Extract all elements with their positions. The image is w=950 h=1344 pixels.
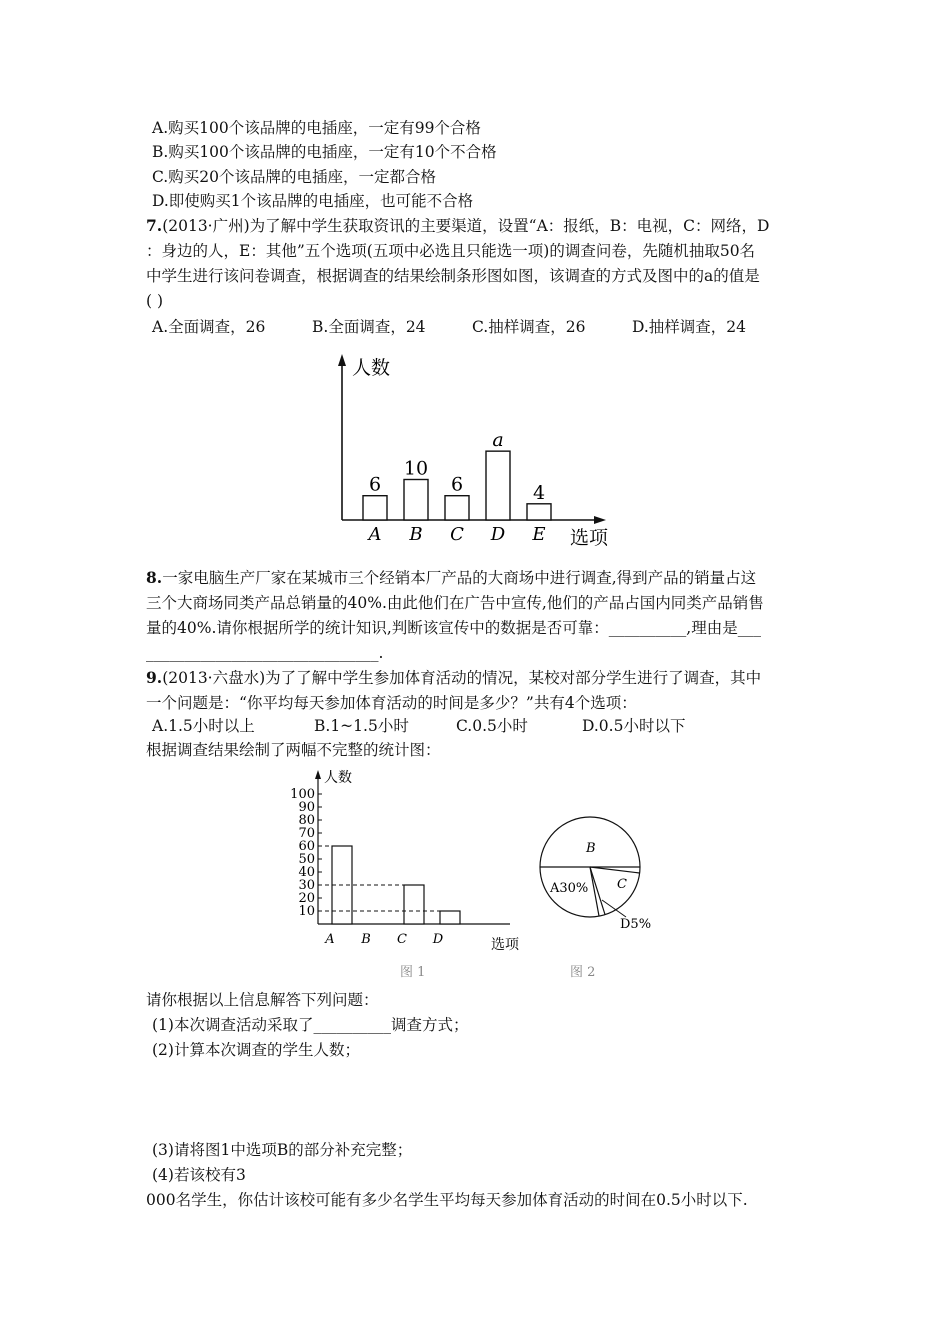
q7-number: 7.	[146, 216, 163, 235]
x-tick-label-c: C	[450, 524, 464, 545]
bar-a	[363, 496, 387, 520]
q9-sub-4: (4)若该校有3	[152, 1166, 246, 1184]
q9-sub-1: (1)本次调查活动采取了__________调查方式；	[152, 1016, 469, 1034]
q8-line-1: 8.一家电脑生产厂家在某城市三个经销本厂产品的大商场中进行调查,得到产品的销量占这	[146, 568, 757, 587]
y-tick-label-100: 100	[290, 787, 315, 802]
q6-option-c: C.购买20个该品牌的电插座，一定都合格	[152, 168, 436, 186]
q8-line-3: 量的40%.请你根据所学的统计知识,判断该宣传中的数据是否可靠：__________,理由是___	[146, 619, 761, 637]
y-tick-label-10: 10	[298, 904, 315, 919]
y-tick-label-70: 70	[298, 826, 315, 841]
q7-option-d: D.抽样调查，24	[632, 318, 747, 336]
q7-bar-chart	[330, 350, 620, 555]
x-axis-label: 选项	[491, 937, 519, 953]
q7-line-1: 7.(2013·广州)为了解中学生获取资讯的主要渠道，设置“A：报纸，B：电视，C：网络，D	[146, 216, 770, 235]
q9-after-text: 根据调查结果绘制了两幅不完整的统计图：	[146, 741, 441, 759]
q7-option-c: C.抽样调查，26	[472, 318, 586, 336]
figure2-pie-chart	[530, 810, 670, 990]
y-axis-arrow	[338, 354, 346, 366]
figure1-bar-chart	[280, 762, 540, 987]
x-axis-label: 选项	[570, 527, 609, 549]
x-tick-label-d: D	[432, 932, 444, 947]
bar-value-label-a: 6	[368, 473, 382, 496]
bar-e	[527, 504, 551, 520]
bar-d	[440, 911, 460, 924]
figure1-caption: 图 1	[400, 965, 426, 980]
y-tick-label-90: 90	[298, 800, 315, 815]
q9-line-2: 一个问题是：“你平均每天参加体育活动的时间是多少？”共有4个选项：	[146, 694, 637, 712]
pie-label-b: B	[586, 841, 596, 856]
q7-line-2: ：身边的人，E：其他”五个选项(五项中必选且只能选一项)的调查问卷，先随机抽取50名	[146, 242, 756, 260]
y-tick-label-30: 30	[298, 878, 315, 893]
y-axis-label: 人数	[324, 770, 352, 786]
bar-value-label-d: a	[492, 429, 504, 452]
x-axis-arrow	[594, 516, 606, 524]
q9-number: 9.	[146, 668, 163, 687]
bar-value-label-b: 10	[403, 457, 429, 480]
y-tick-label-50: 50	[298, 852, 315, 867]
q9-line-1: 9.(2013·六盘水)为了了解中学生参加体育活动的情况，某校对部分学生进行了调查，其中	[146, 668, 762, 687]
x-tick-label-a: A	[368, 524, 382, 545]
bar-c	[404, 885, 424, 924]
pie-label-c: C	[617, 877, 627, 892]
q6-option-b: B.购买100个该品牌的电插座，一定有10个不合格	[152, 143, 497, 161]
y-axis-arrow	[315, 770, 321, 779]
q9-prompt: 请你根据以上信息解答下列问题：	[146, 991, 379, 1009]
bar-value-label-c: 6	[450, 473, 464, 496]
q7-option-a: A.全面调查，26	[152, 318, 266, 336]
q7-line-4: ( )	[146, 292, 164, 310]
bar-c	[445, 496, 469, 520]
x-tick-label-b: B	[409, 524, 423, 545]
x-tick-label-e: E	[532, 524, 546, 545]
x-tick-label-a: A	[325, 932, 335, 947]
x-tick-label-b: B	[361, 932, 371, 947]
q7-option-b: B.全面调查，24	[312, 318, 426, 336]
figure2-caption: 图 2	[570, 965, 596, 980]
pie-label-a: A30%	[550, 881, 589, 896]
q9-option-b: B.1~1.5小时	[314, 717, 409, 735]
x-tick-label-c: C	[397, 932, 407, 947]
y-tick-label-60: 60	[298, 839, 315, 854]
q6-option-a: A.购买100个该品牌的电插座，一定有99个合格	[152, 119, 481, 137]
q8-line-2: 三个大商场同类产品总销量的40%.由此他们在广告中宣传,他们的产品占国内同类产品销售	[146, 594, 764, 612]
pie-label-d: D5%	[620, 917, 652, 932]
y-tick-label-40: 40	[298, 865, 315, 880]
y-axis-label: 人数	[352, 357, 391, 379]
q9-sub-3: (3)请将图1中选项B的部分补充完整；	[152, 1141, 413, 1159]
q6-option-d: D.即使购买1个该品牌的电插座，也可能不合格	[152, 192, 474, 210]
bar-d	[486, 451, 510, 520]
y-tick-label-20: 20	[298, 891, 315, 906]
q9-last-line: 000名学生，你估计该校可能有多少名学生平均每天参加体育活动的时间在0.5小时以下.	[146, 1191, 748, 1209]
q8-line-4: ______________________________.	[146, 644, 384, 662]
bar-value-label-e: 4	[532, 481, 546, 504]
bar-b	[404, 480, 428, 521]
q9-option-d: D.0.5小时以下	[582, 717, 686, 735]
q9-option-c: C.0.5小时	[456, 717, 528, 735]
x-tick-label-d: D	[490, 524, 506, 545]
y-tick-label-80: 80	[298, 813, 315, 828]
q9-option-a: A.1.5小时以上	[152, 717, 255, 735]
q7-line-3: 中学生进行该问卷调查，根据调查的结果绘制条形图如图，该调查的方式及图中的a的值是	[146, 267, 760, 285]
q9-sub-2: (2)计算本次调查的学生人数；	[152, 1041, 360, 1059]
q8-number: 8.	[146, 568, 163, 587]
pie-slice-boundary-bc	[590, 867, 640, 873]
